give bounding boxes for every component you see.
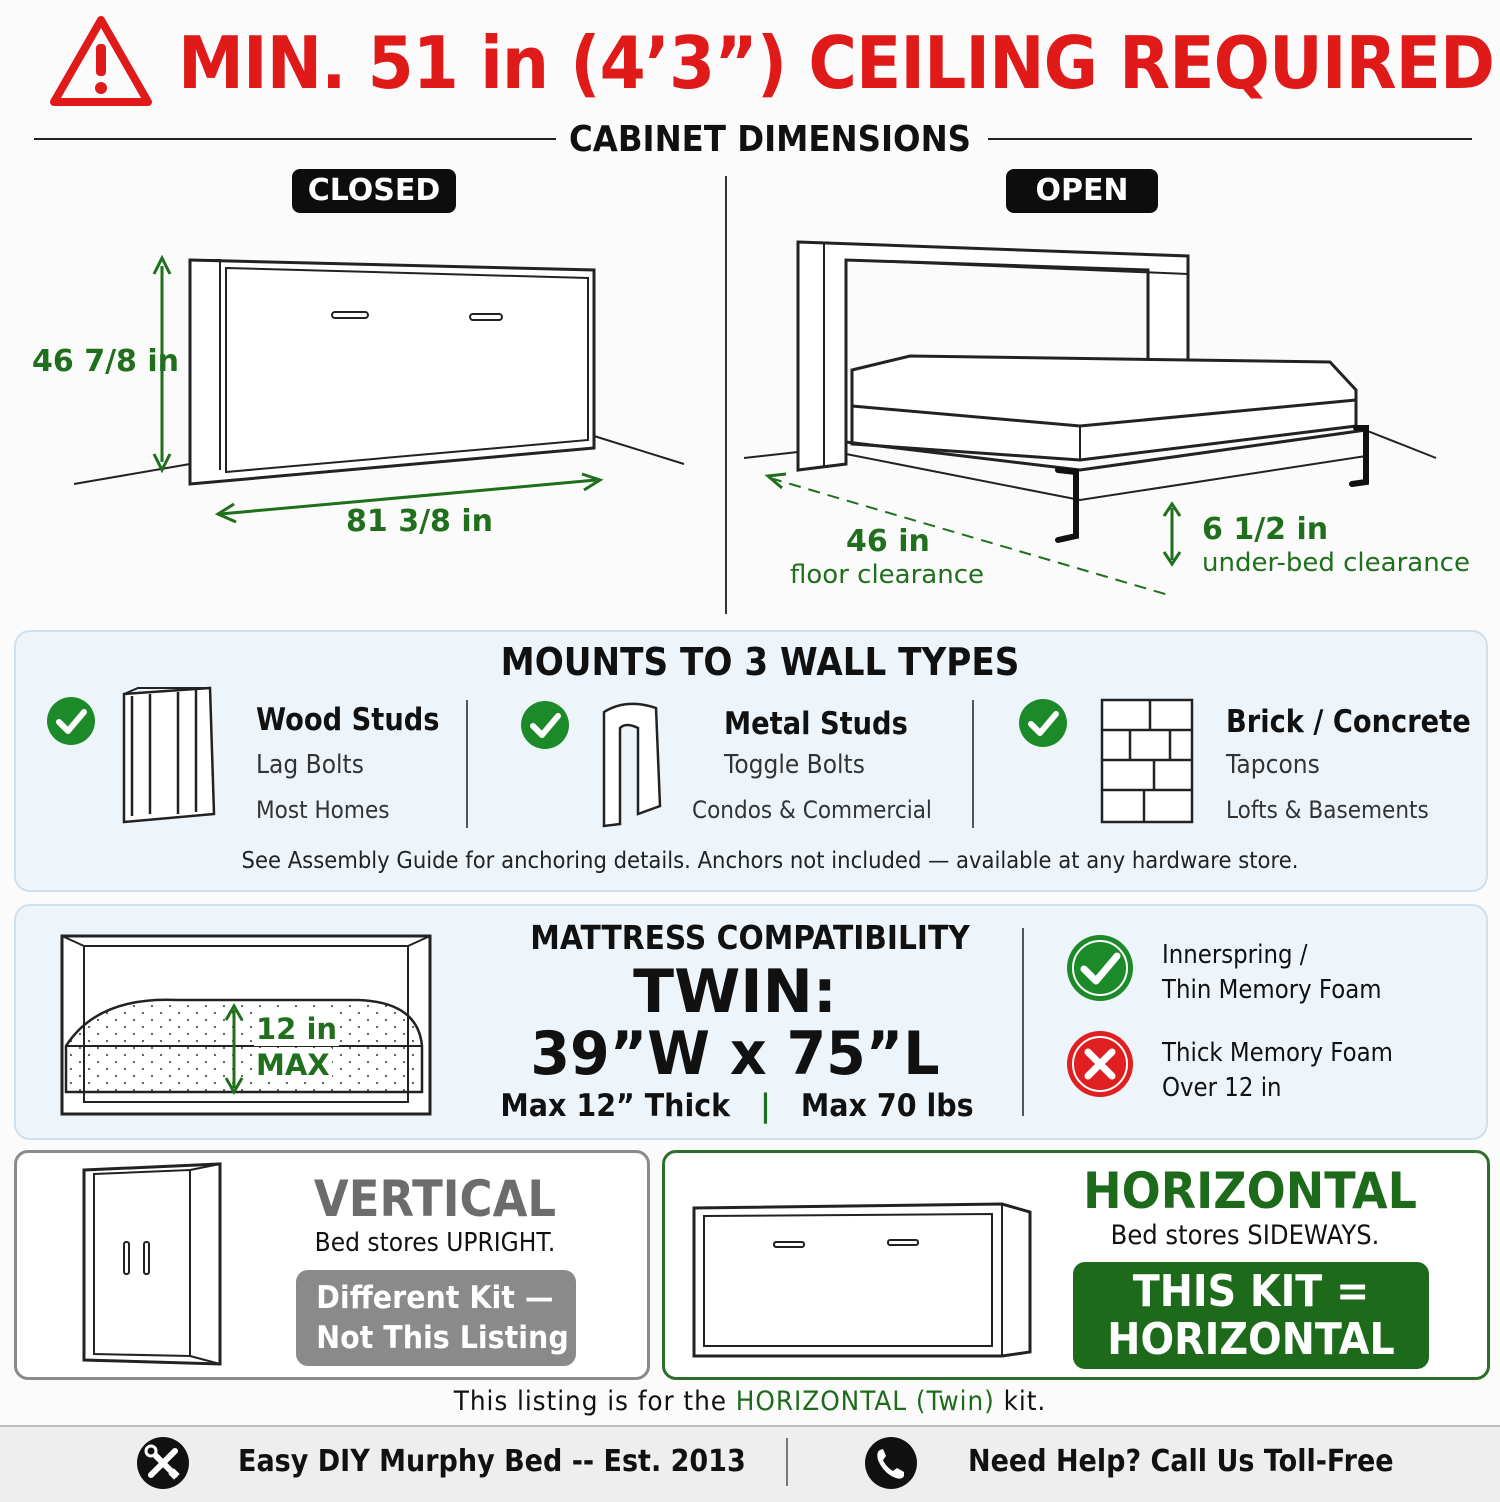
mattress-dimensions: 39”W x 75”L xyxy=(530,1019,940,1089)
brick-wall-icon xyxy=(1100,698,1194,824)
compatible-type-line2: Thin Memory Foam xyxy=(1162,975,1382,1005)
open-label: OPEN xyxy=(1006,169,1158,213)
mattress-illustration xyxy=(58,932,434,1116)
compatible-type-line1: Innerspring / xyxy=(1162,940,1308,970)
phone-icon xyxy=(864,1436,918,1490)
max-thickness: Max 12” Thick xyxy=(500,1088,731,1124)
wall-type-title: Metal Studs xyxy=(724,706,908,742)
closed-height-label: 46 7/8 in xyxy=(32,344,179,379)
badge-line: HORIZONTAL xyxy=(1107,1314,1395,1365)
incompatible-type-line1: Thick Memory Foam xyxy=(1162,1038,1393,1068)
check-icon xyxy=(46,696,96,746)
tools-icon xyxy=(136,1436,190,1490)
wall-type-separator xyxy=(466,700,468,828)
floor-clearance-label: floor clearance xyxy=(790,560,984,590)
this-kit-badge xyxy=(1073,1262,1429,1369)
warning-triangle-icon xyxy=(48,14,154,108)
wall-types-title: MOUNTS TO 3 WALL TYPES xyxy=(500,640,1020,684)
mattress-limits xyxy=(500,1088,974,1124)
check-icon xyxy=(1066,934,1134,1002)
help-line-text[interactable]: Need Help? Call Us Toll-Free xyxy=(968,1444,1394,1479)
wall-type-hardware: Tapcons xyxy=(1226,750,1320,780)
metal-stud-icon xyxy=(596,698,668,830)
floor-clearance-value: 46 in xyxy=(846,524,930,559)
vertical-subtitle: Bed stores UPRIGHT. xyxy=(314,1228,556,1258)
horizontal-subtitle: Bed stores SIDEWAYS. xyxy=(1110,1220,1380,1251)
listing-note-suffix: kit. xyxy=(1003,1386,1047,1417)
underbed-clearance-label: under-bed clearance xyxy=(1202,548,1470,578)
check-icon xyxy=(1018,698,1068,748)
listing-note-prefix: This listing is for the xyxy=(453,1386,727,1417)
closed-label: CLOSED xyxy=(292,169,456,213)
mattress-compatibility-title: MATTRESS COMPATIBILITY xyxy=(530,918,970,957)
horizontal-title: HORIZONTAL xyxy=(1083,1162,1417,1220)
anchoring-note: See Assembly Guide for anchoring details. Anchors not included — available at any hardware store. xyxy=(241,848,1299,874)
badge-line: Different Kit — xyxy=(316,1280,554,1316)
different-kit-badge xyxy=(296,1270,576,1366)
vertical-cabinet-icon xyxy=(80,1160,226,1370)
badge-line: THIS KIT = xyxy=(1132,1266,1370,1317)
wall-type-title: Wood Studs xyxy=(256,702,440,738)
wall-type-hardware: Toggle Bolts xyxy=(724,750,865,780)
limits-divider: | xyxy=(760,1088,771,1124)
listing-note xyxy=(336,1386,1164,1417)
wall-type-title: Brick / Concrete xyxy=(1226,704,1471,740)
wall-type-use: Lofts & Basements xyxy=(1226,796,1429,824)
closed-cabinet-illustration xyxy=(60,240,700,530)
horizontal-cabinet-icon xyxy=(690,1200,1034,1360)
wall-type-use: Most Homes xyxy=(256,796,390,824)
ceiling-requirement-headline: MIN. 51 in (4’3”) CEILING REQUIRED xyxy=(178,21,1495,105)
footer-separator xyxy=(786,1438,788,1486)
listing-note-highlight: HORIZONTAL (Twin) xyxy=(735,1386,995,1417)
wall-type-separator xyxy=(972,700,974,828)
wall-type-use: Condos & Commercial xyxy=(692,796,932,824)
wood-stud-icon xyxy=(118,684,220,826)
reject-x-icon xyxy=(1066,1030,1134,1098)
mattress-max-height-label: MAX xyxy=(256,1048,330,1082)
wall-type-hardware: Lag Bolts xyxy=(256,750,364,780)
cabinet-dimensions-title: CABINET DIMENSIONS xyxy=(568,119,972,160)
mattress-size: TWIN: xyxy=(633,957,837,1027)
center-divider xyxy=(725,176,727,614)
mattress-separator xyxy=(1022,928,1024,1116)
mattress-max-height-value: 12 in xyxy=(256,1012,338,1046)
check-icon xyxy=(520,700,570,750)
incompatible-type-line2: Over 12 in xyxy=(1162,1073,1282,1103)
closed-width-label: 81 3/8 in xyxy=(346,504,493,539)
max-weight: Max 70 lbs xyxy=(800,1088,974,1124)
divider-line-right xyxy=(988,138,1472,140)
vertical-title: VERTICAL xyxy=(313,1170,557,1228)
company-name: Easy DIY Murphy Bed -- Est. 2013 xyxy=(238,1444,746,1479)
badge-line: Not This Listing xyxy=(316,1320,569,1356)
underbed-clearance-value: 6 1/2 in xyxy=(1202,512,1329,547)
divider-line-left xyxy=(34,138,556,140)
